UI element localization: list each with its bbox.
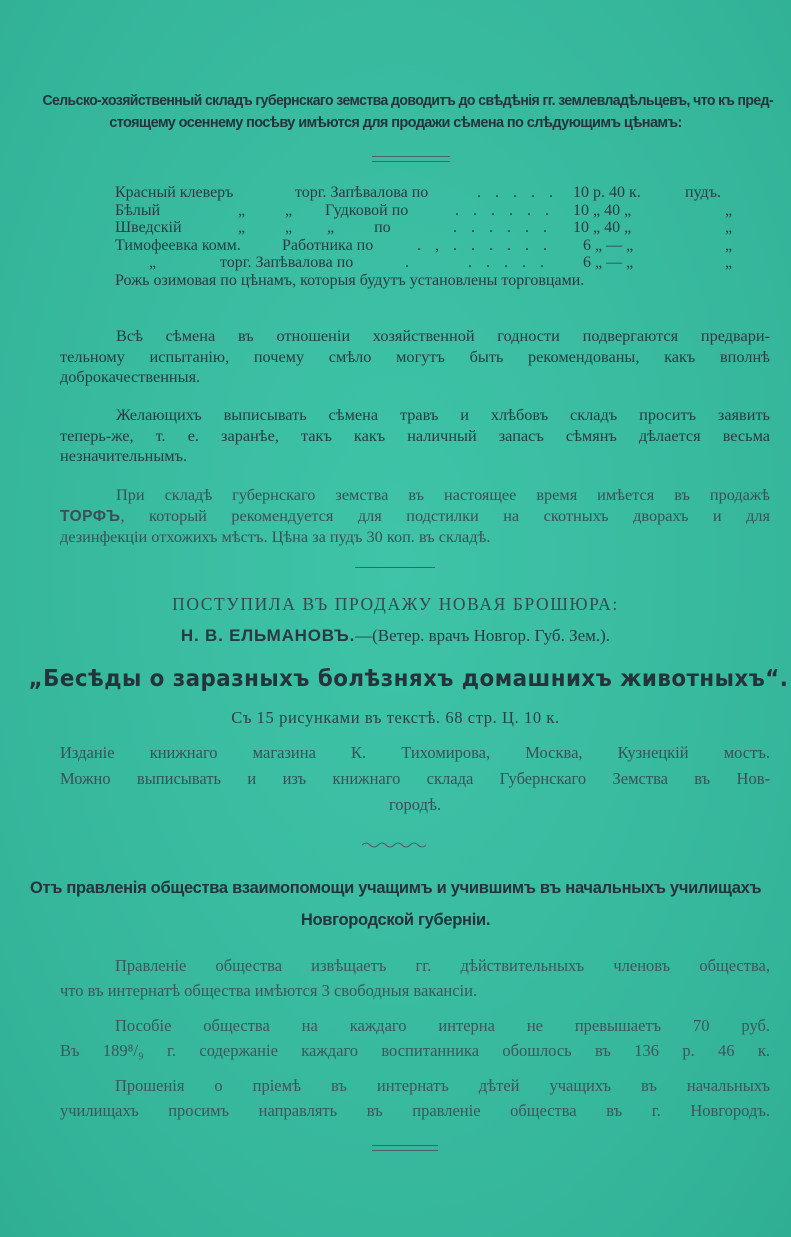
seed-price-table bbox=[115, 184, 735, 289]
warehouse-announcement-heading bbox=[30, 90, 774, 134]
heading-line-1: Сельско-хозяйственный складъ губернскаго земства доводитъ до свѣдѣнія гг. землевладѣльцевъ, что къ пред- bbox=[42, 93, 774, 109]
price-row: Тимофеевка комм. Работника по . , . . . . . . 6 „ — „ „ bbox=[115, 236, 733, 254]
price-row: Шведскій „ „ „ по . . . . . . 10 „ 40 „ „ bbox=[115, 219, 733, 236]
author-name: Н. В. ЕЛЬМАНОВЪ. bbox=[180, 626, 356, 645]
section-divider bbox=[355, 567, 435, 568]
wavy-divider bbox=[362, 840, 426, 850]
peat-paragraph: При складѣ губернскаго земства въ настоящее время имѣется въ продажѣ ТОРФЪ, который рекомендуется для подстилки на скотныхъ дворахъ и для дезинфекціи отхожихъ мѣстъ. Цѣна за пудъ 30 коп. въ складѣ. bbox=[60, 485, 770, 546]
author-note: —(Ветер. врачъ Новгор. Губ. Зем.). bbox=[355, 626, 611, 645]
brochure-book-title: „Бесѣды о заразныхъ болѣзняхъ домашнихъ животныхъ“. bbox=[28, 666, 789, 692]
rye-row: Рожь озимовая по цѣнамъ, которыя будутъ установлены торговцами. bbox=[115, 271, 585, 289]
application-paragraph: Прошенія о пріемѣ въ интернатъ дѣтей учащихъ въ начальныхъ училищахъ просимъ направлять въ правленіе общества въ г. Новгородъ. bbox=[60, 1076, 770, 1120]
double-rule-divider bbox=[372, 156, 450, 162]
heading-line-2: Новгородской губерніи. bbox=[300, 911, 491, 929]
heading-line-1: Отъ правленія общества взаимопомощи учащимъ и учившимъ въ начальныхъ училищахъ bbox=[30, 879, 762, 897]
order-request-paragraph: Желающихъ выписывать сѣмена травъ и хлѣбовъ складъ проситъ заявить теперь-же, т. е. заранѣе, такъ какъ наличный запасъ сѣмянъ дѣлается весьма незначительнымъ. bbox=[60, 405, 770, 465]
brochure-announcement-title: ПОСТУПИЛА ВЪ ПРОДАЖУ НОВАЯ БРОШЮРА: bbox=[172, 594, 619, 614]
brochure-author bbox=[0, 626, 791, 646]
allowance-paragraph: Пособіе общества на каждаго интерна не превышаетъ 70 руб. Въ 189⁸/₉ г. содержаніе каждаго воспитанника обошлось въ 136 р. 46 к. bbox=[60, 1016, 770, 1060]
price-row: Красный клеверъ торг. Запѣвалова по . . . . . 10 р. 40 к. пудъ. bbox=[115, 184, 721, 201]
price-row: „ торг. Запѣвалова по . . . . . . 6 „ — „ „ bbox=[149, 254, 733, 271]
peat-keyword: ТОРФЪ bbox=[60, 507, 121, 525]
double-rule-divider bbox=[372, 1145, 438, 1151]
vacancy-paragraph: Правленіе общества извѣщаетъ гг. дѣйствительныхъ членовъ общества, что въ интернатѣ общества имѣются 3 свободныя вакансіи. bbox=[60, 956, 770, 1000]
price-row: Бѣлый „ „ Гудковой по . . . . . . 10 „ 40 „ „ bbox=[115, 201, 733, 219]
seed-quality-paragraph: Всѣ сѣмена въ отношеніи хозяйственной годности подвергаются предвари- тельному испытанію, почему смѣло могутъ быть рекомендованы, какъ вполнѣ доброкачественныя. bbox=[60, 326, 770, 386]
publisher-info: Изданіе книжнаго магазина К. Тихомирова, Москва, Кузнецкій мостъ. Можно выписывать и изъ книжнаго склада Губернскаго Земства въ Нов- городѣ. bbox=[60, 743, 770, 814]
heading-line-2: стоящему осеннему посѣву имѣются для продажи сѣмена по слѣдующимъ цѣнамъ: bbox=[109, 115, 682, 131]
brochure-details: Съ 15 рисунками въ текстѣ. 68 стр. Ц. 10 к. bbox=[231, 708, 560, 727]
society-announcement-heading bbox=[30, 872, 761, 936]
